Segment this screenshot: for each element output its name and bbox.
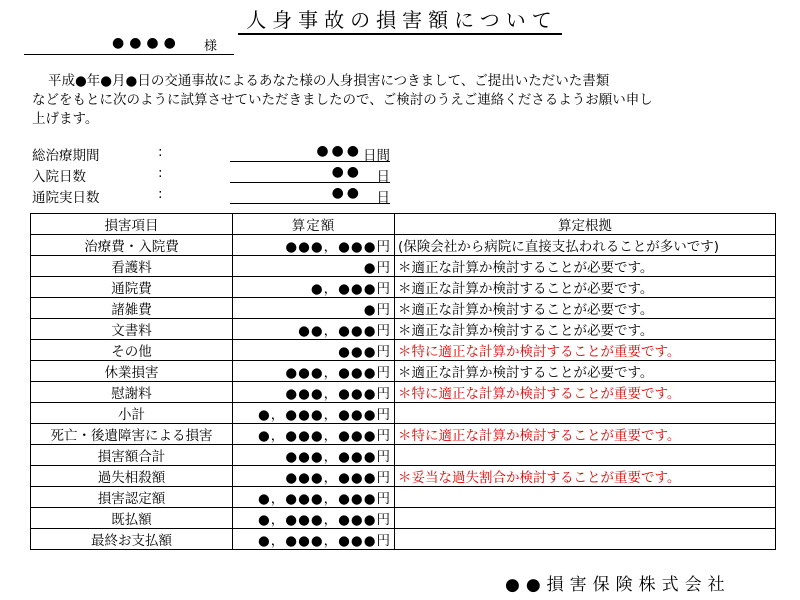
amount-cell: ●円 <box>233 298 395 319</box>
damage-item-cell: 通院費 <box>31 277 233 298</box>
summary-value: ●● <box>331 164 362 180</box>
summary-row-total-period <box>32 142 392 163</box>
amount-cell: ●●●，●●●円 <box>233 361 395 382</box>
summary-unit: 日 <box>376 169 390 185</box>
summary-label: 総治療期間 <box>32 148 100 164</box>
recipient-line <box>24 32 234 55</box>
summary-value-field <box>230 163 390 183</box>
amount-cell: ●，●●●，●●●円 <box>233 508 395 529</box>
basis-cell <box>395 529 776 550</box>
damage-item-cell: 既払額 <box>31 508 233 529</box>
summary-unit: 日間 <box>363 148 390 164</box>
table-row <box>31 256 776 277</box>
summary-unit: 日 <box>376 190 390 206</box>
basis-cell <box>395 508 776 529</box>
intro-line: などをもとに次のように試算させていただきましたので、ご検討のうえご連絡くださるようお願い申し <box>32 92 653 108</box>
amount-cell: ●●，●●●円 <box>233 319 395 340</box>
table-row <box>31 424 776 445</box>
damage-item-cell: 最終お支払額 <box>31 529 233 550</box>
basis-cell <box>395 403 776 424</box>
basis-cell: ＊適正な計算か検討することが必要です。 <box>395 298 776 319</box>
summary-value: ●●● <box>316 143 362 159</box>
summary-colon: : <box>158 144 163 160</box>
basis-cell: ＊適正な計算か検討することが必要です。 <box>395 319 776 340</box>
damage-item-cell: 損害額合計 <box>31 445 233 466</box>
amount-cell: ●●●，●●●円 <box>233 466 395 487</box>
amount-cell: ●，●●●，●●●円 <box>233 529 395 550</box>
table-row <box>31 277 776 298</box>
intro-paragraph <box>32 72 722 129</box>
summary-value: ●● <box>331 185 362 201</box>
amount-cell: ●，●●●，●●●円 <box>233 424 395 445</box>
damage-item-cell: 文書料 <box>31 319 233 340</box>
basis-cell <box>395 487 776 508</box>
table-row <box>31 445 776 466</box>
amount-cell: ●●●，●●●円 <box>233 445 395 466</box>
table-row <box>31 487 776 508</box>
summary-label: 通院実日数 <box>32 190 100 206</box>
recipient-name: ●●●● <box>112 35 181 51</box>
amount-cell: ●●●，●●●円 <box>233 382 395 403</box>
summary-label: 入院日数 <box>32 169 86 185</box>
amount-cell: ●，●●●，●●●円 <box>233 487 395 508</box>
company-name: ●●損害保険株式会社 <box>505 575 731 595</box>
basis-cell: ＊特に適正な計算か検討することが重要です。 <box>395 382 776 403</box>
basis-cell: ＊特に適正な計算か検討することが重要です。 <box>395 340 776 361</box>
damage-item-cell: 治療費・入院費 <box>31 235 233 256</box>
summary-colon: : <box>158 165 163 181</box>
basis-cell: (保険会社から病院に直接支払われることが多いです) <box>395 235 776 256</box>
table-row <box>31 529 776 550</box>
damage-item-cell: 看護料 <box>31 256 233 277</box>
basis-cell <box>395 445 776 466</box>
summary-value-field <box>230 142 390 162</box>
table-row <box>31 403 776 424</box>
table-row <box>31 319 776 340</box>
basis-cell: ＊適正な計算か検討することが必要です。 <box>395 256 776 277</box>
basis-cell: ＊妥当な過失割合か検討することが重要です。 <box>395 466 776 487</box>
damage-item-cell: その他 <box>31 340 233 361</box>
table-row <box>31 466 776 487</box>
summary-row-hospital-days <box>32 163 392 184</box>
summary-row-outpatient-days <box>32 184 392 205</box>
damage-item-cell: 損害認定額 <box>31 487 233 508</box>
damage-item-cell: 諸雑費 <box>31 298 233 319</box>
damage-item-cell: 休業損害 <box>31 361 233 382</box>
damage-item-cell: 過失相殺額 <box>31 466 233 487</box>
damage-item-cell: 死亡・後遺障害による損害 <box>31 424 233 445</box>
table-header-row <box>31 214 776 235</box>
summary-value-field <box>230 184 390 204</box>
column-header-basis: 算定根拠 <box>395 214 776 235</box>
recipient-honorific: 様 <box>204 39 218 54</box>
document-title <box>0 4 800 33</box>
amount-cell: ●，●●●，●●●円 <box>233 403 395 424</box>
amount-cell: ●●●円 <box>233 340 395 361</box>
summary-colon: : <box>158 186 163 202</box>
document-title-text: 人身事故の損害額について <box>238 8 562 35</box>
basis-cell: ＊特に適正な計算か検討することが重要です。 <box>395 424 776 445</box>
intro-line: 上げます。 <box>32 111 99 127</box>
table-row <box>31 382 776 403</box>
column-header-amount: 算定額 <box>233 214 395 235</box>
amount-cell: ●●●，●●●円 <box>233 235 395 256</box>
damage-item-cell: 慰謝料 <box>31 382 233 403</box>
basis-cell: ＊適正な計算か検討することが必要です。 <box>395 277 776 298</box>
table-row <box>31 361 776 382</box>
intro-line: 平成●年●月●日の交通事故によるあなた様の人身損害につきまして、ご提出いただいた書類 <box>48 73 610 89</box>
column-header-item: 損害項目 <box>31 214 233 235</box>
amount-cell: ●，●●●円 <box>233 277 395 298</box>
treatment-summary <box>32 142 392 205</box>
amount-cell: ●円 <box>233 256 395 277</box>
damage-item-cell: 小計 <box>31 403 233 424</box>
table-row <box>31 298 776 319</box>
table-row <box>31 340 776 361</box>
basis-cell: ＊適正な計算か検討することが必要です。 <box>395 361 776 382</box>
damage-calculation-table <box>30 213 776 550</box>
table-row <box>31 508 776 529</box>
table-row <box>31 235 776 256</box>
